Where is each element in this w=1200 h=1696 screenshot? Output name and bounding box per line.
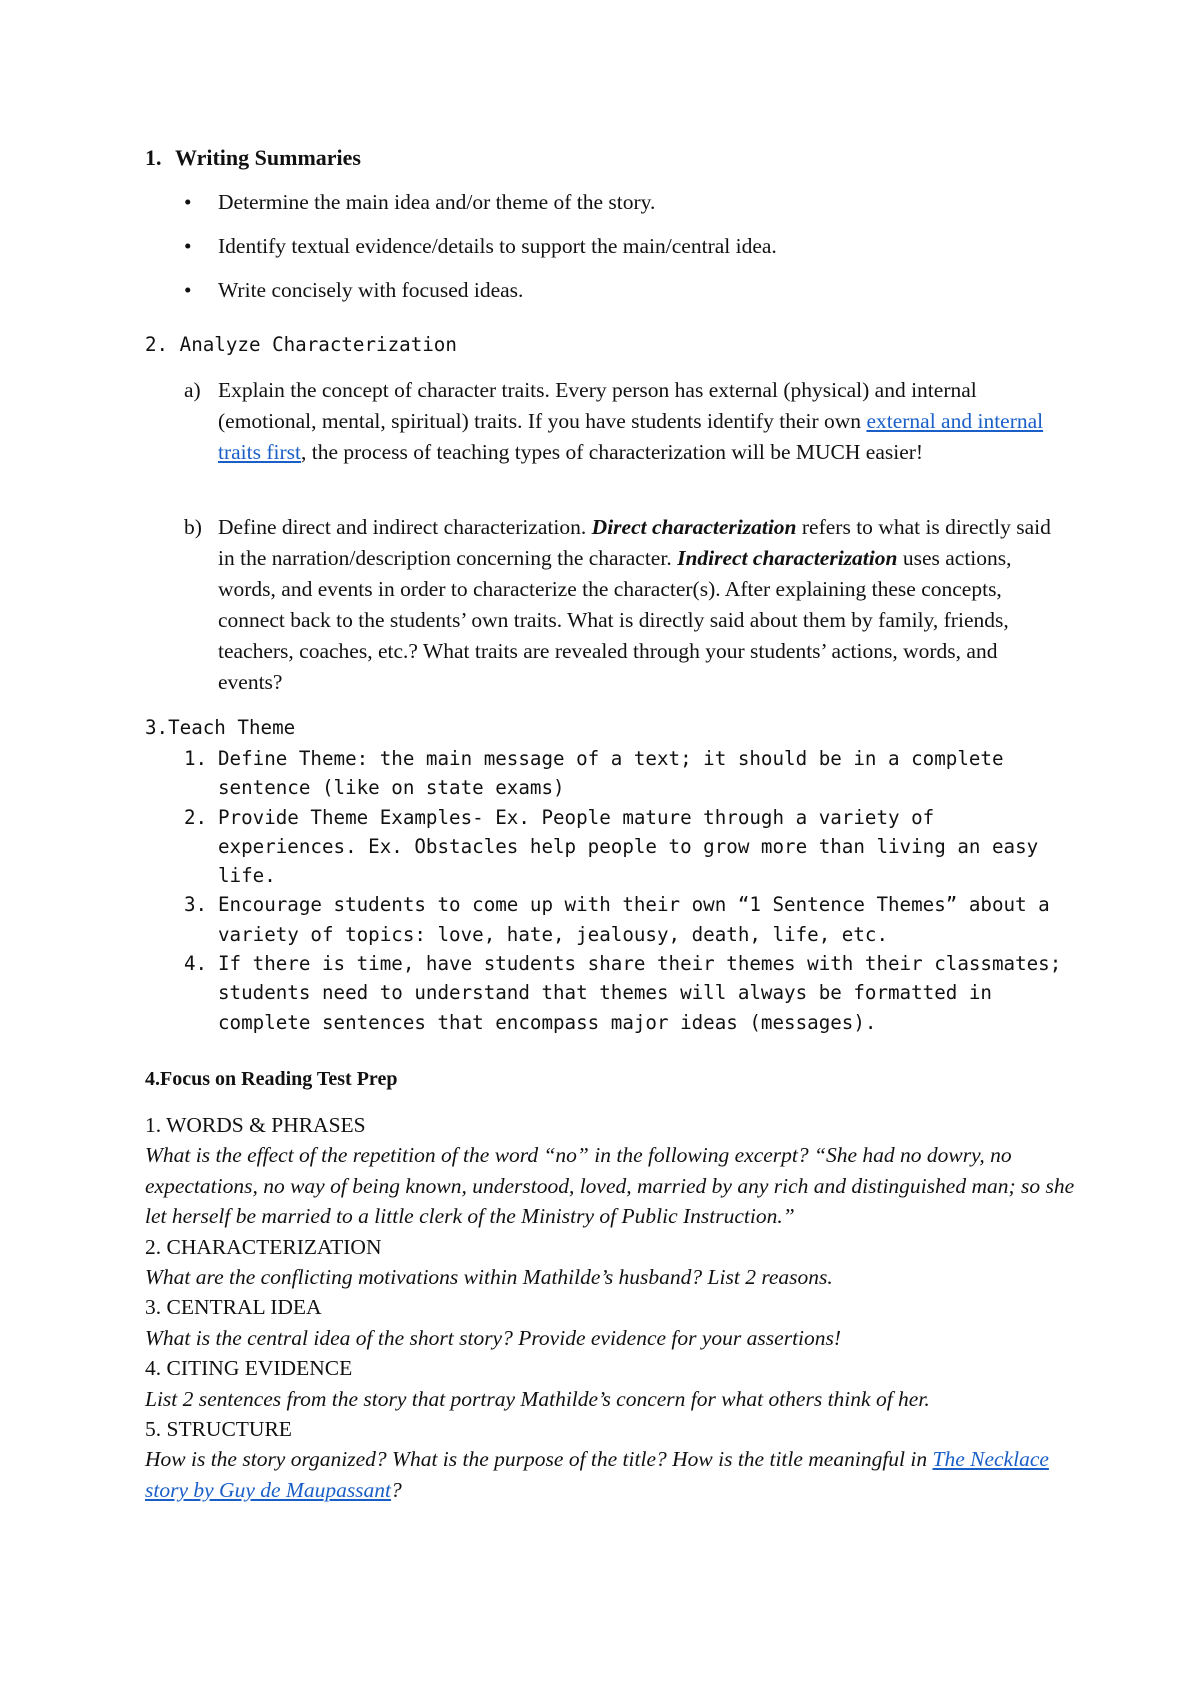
item-text: Explain the concept of character traits. Every person has external (physical) and internal (emotional, mental, spiritual) traits. If you have students identify their own [218,378,977,433]
list-item [184,189,777,233]
bullet-text: Determine the main idea and/or theme of the story. [218,190,656,214]
bullet-icon: • [184,234,192,258]
item-text: Encourage students to come up with their own “1 Sentence Themes” about a variety of topics: love, hate, jealousy, death, life, etc. [218,893,1050,946]
question-text-part: ? [391,1477,402,1502]
item-text: Provide Theme Examples- Ex. People mature through a variety of experiences. Ex. Obstacles help people to grow more than living an easy life. [218,805,1039,888]
indirect-characterization-term: Indirect characterization [677,546,898,570]
section-4-heading: 4.Focus on Reading Test Prep [145,1068,398,1090]
test-prep-questions [145,1110,1075,1505]
item-text: , the process of teaching types of characterization will be MUCH easier! [301,440,924,464]
question-category: 2. CHARACTERIZATION [145,1234,382,1259]
necklace-story-link[interactable]: The Necklace story by Guy de Maupassant [145,1447,1049,1502]
characterization-item-a [184,375,1064,468]
question-category: 5. STRUCTURE [145,1417,292,1442]
bullet-text: Write concisely with focused ideas. [218,278,524,302]
traits-link[interactable]: external and internal traits first [218,409,1044,464]
section-2-heading: 2. Analyze Characterization [145,333,457,356]
list-item [184,803,1064,891]
section-1-title: Writing Summaries [175,145,361,170]
list-item [184,744,1064,803]
item-text: If there is time, have students share their themes with their classmates; students need to understand that themes will always be formatted in complete sentences that encompass major ideas (messages). [218,952,1062,1034]
direct-characterization-term: Direct characterization [591,515,797,539]
item-number: 2. [184,805,208,829]
item-text: Define Theme: the main message of a text; it should be in a complete sentence (like on state exams) [218,747,1004,800]
item-text: refers to what is directly said in the narration/description concerning the character. [218,515,1051,570]
item-label: b) [184,515,202,539]
section-1-bullet-list [184,189,777,321]
list-item [184,890,1064,949]
question-text: List 2 sentences from the story that portray Mathilde’s concern for what others think of her. [145,1386,930,1411]
list-item [184,949,1064,1037]
bullet-text: Identify textual evidence/details to support the main/central idea. [218,234,777,258]
section-3-heading: 3.Teach Theme [145,716,296,739]
item-number: 3. [184,893,208,917]
question-text [145,1444,1075,1505]
question-text-part: How is the story organized? What is the purpose of the title? How is the title meaningful in [145,1447,933,1472]
question-category: 1. WORDS & PHRASES [145,1113,366,1137]
bullet-icon: • [184,278,192,302]
list-item [184,277,777,321]
section-1-number: 1. [145,145,162,170]
question-text: What is the central idea of the short story? Provide evidence for your assertions! [145,1325,842,1350]
bullet-icon: • [184,190,192,214]
item-number: 4. [184,952,208,976]
section-1-heading [145,145,361,171]
item-text: Define direct and indirect characterization. [218,515,592,539]
question-text: What is the effect of the repetition of the word “no” in the following excerpt? “She had no dowry, no expectations, no way of being known, understood, loved, married by any rich and distinguished man; so she let herself be married to a little clerk of the Ministry of Public Instruction.” [145,1143,1075,1229]
item-number: 1. [184,747,208,770]
item-text: uses actions, words, and events in order to characterize the character(s). After explaining these concepts, connect back to the students’ own traits. What is directly said about them by family, friends, teachers, coaches, etc.? What traits are revealed through your students’ actions, words, and events? [218,546,1012,694]
theme-numbered-list [184,744,1064,1037]
characterization-item-b [184,512,1064,698]
item-label: a) [184,378,201,402]
list-item [184,233,777,277]
question-text: What are the conflicting motivations within Mathilde’s husband? List 2 reasons. [145,1265,833,1290]
item-body [218,512,1064,698]
item-body [218,375,1064,468]
question-category: 4. CITING EVIDENCE [145,1356,353,1381]
question-category: 3. CENTRAL IDEA [145,1295,322,1320]
